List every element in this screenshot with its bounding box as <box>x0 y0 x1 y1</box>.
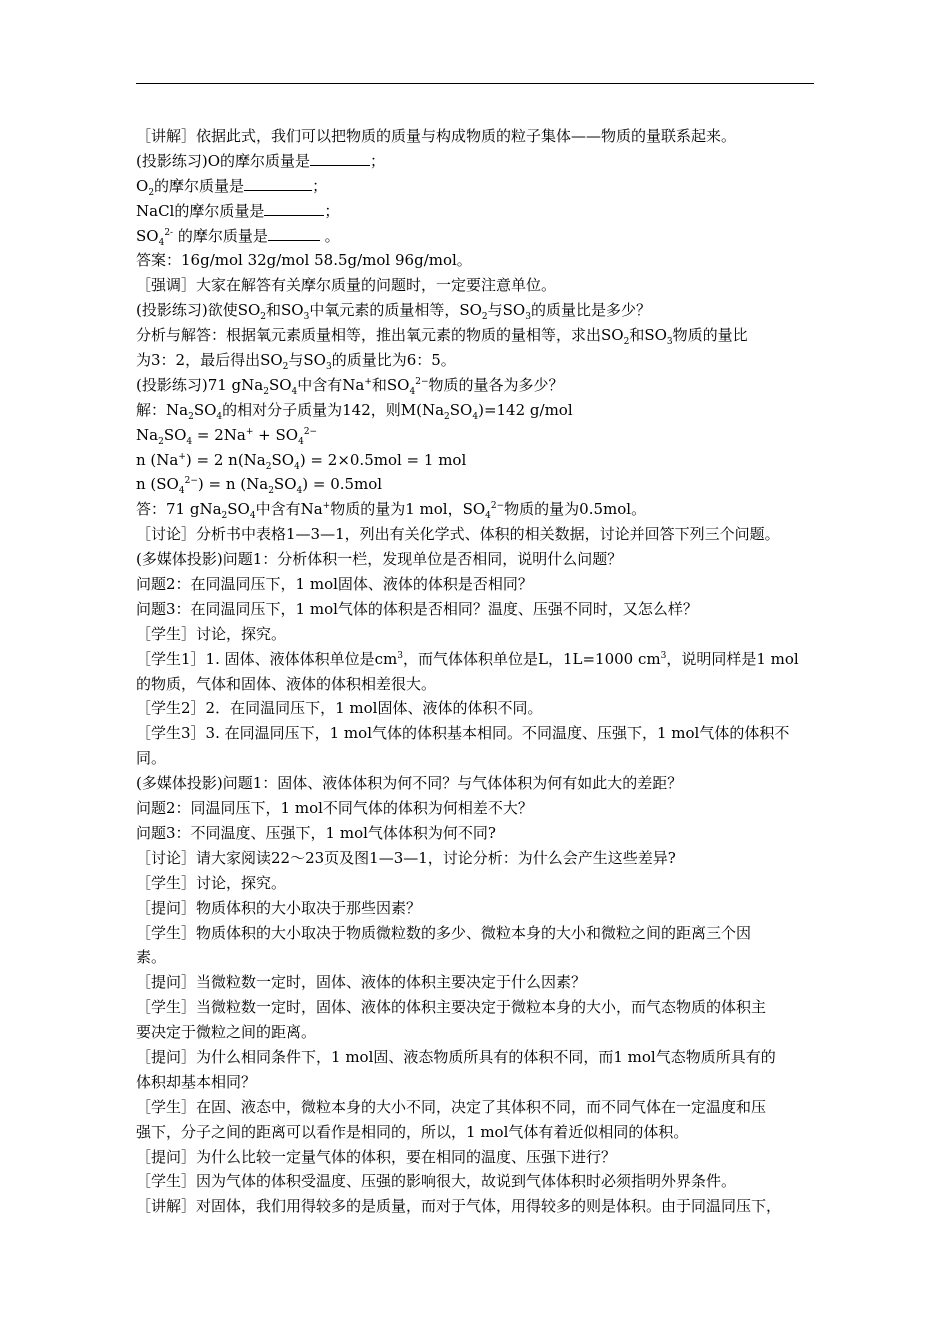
text-line: ［讨论］请大家阅读22～23页及图1—3—1，讨论分析：为什么会产生这些差异? <box>136 848 676 867</box>
text-line: 强下，分子之间的距离可以看作是相同的，所以，1 mol气体有着近似相同的体积。 <box>136 1122 689 1141</box>
header-rule <box>136 83 814 84</box>
text-line: ［学生3］3. 在同温同压下，1 mol气体的体积基本相同。不同温度、压强下，1 mol气体的体积不 <box>136 724 790 743</box>
text-line: 同。 <box>136 749 167 768</box>
text-line: ［学生］当微粒数一定时，固体、液体的体积主要决定于微粒本身的大小，而气态物质的体积主 <box>136 998 767 1017</box>
text-line: ［学生］物质体积的大小取决于物质微粒数的多少、微粒本身的大小和微粒之间的距离三个因 <box>136 923 752 942</box>
text-line: ［强调］大家在解答有关摩尔质量的问题时，一定要注意单位。 <box>136 276 557 295</box>
text-line: ［讨论］分析书中表格1—3—1，列出有关化学式、体积的相关数据，讨论并回答下列三个问题。 <box>136 525 780 544</box>
text-line: ［提问］为什么比较一定量气体的体积，要在相同的温度、压强下进行？ <box>136 1147 617 1166</box>
text-line: n $(SO_4^{2-}) = n$ $(Na_2SO_4) = 0.5mol$ <box>136 475 383 497</box>
text-line: 问题3：不同温度、压强下，1 mol气体体积为何不同? <box>136 823 496 842</box>
text-line: 为3：2，最后得出$SO_2$与$SO_3$的质量比为6：5。 <box>136 351 456 373</box>
text-line: $Na_2SO_4 = 2Na^+ + SO_4^{2-}$ <box>136 425 318 447</box>
text-line: (多媒体投影)问题1：固体、液体体积为何不同？与气体体积为何有如此大的差距？ <box>136 774 683 793</box>
text-line: ［提问］物质体积的大小取决于那些因素？ <box>136 898 422 917</box>
text-line: ［学生1］1. 固体、液体体积单位是$cm^3$，而气体体积单位是L，1L=1000 $cm^3$，说明同样是1 mol <box>136 649 799 668</box>
text-line: 问题2：在同温同压下，1 mol固体、液体的体积是否相同？ <box>136 575 533 594</box>
document-body <box>136 124 821 1219</box>
text-line: ［学生］因为气体的体积受温度、压强的影响很大，故说到气体体积时必须指明外界条件。 <box>136 1172 737 1191</box>
text-line: ［提问］当微粒数一定时，固体、液体的体积主要决定于什么因素？ <box>136 973 587 992</box>
text-line: n (Na+) = 2 $n(Na_2SO_4) = 2\times 0.5mol = 1$ mol <box>136 450 467 472</box>
text-line: $SO_4^{2-}$ 的摩尔质量是 。 <box>136 226 340 248</box>
answer-blank <box>310 150 370 166</box>
text-line: 解：$Na_2SO_4$的相对分子质量为142，则$M(Na_2SO_4)=142$ g/mol <box>136 400 573 422</box>
text-line: 的物质，气体和固体、液体的体积相差很大。 <box>136 674 437 693</box>
answer-blank <box>268 225 320 241</box>
text-line: 分析与解答：根据氧元素质量相等，推出氧元素的物质的量相等，求出$SO_2$和$SO_3$物质的量比 <box>136 326 748 348</box>
text-line: $O_2$的摩尔质量是 ； <box>136 176 328 198</box>
answer-blank <box>264 200 324 216</box>
text-line: ［学生］讨论，探究。 <box>136 873 287 892</box>
text-line: ［学生］在固、液态中，微粒本身的大小不同，决定了其体积不同，而不同气体在一定温度和压 <box>136 1097 767 1116</box>
text-line: ［学生］讨论，探究。 <box>136 624 287 643</box>
text-line: ［学生2］2．在同温同压下，1 mol固体、液体的体积不同。 <box>136 699 543 718</box>
text-line: NaCl的摩尔质量是 ； <box>136 201 340 220</box>
text-line: 问题3：在同温同压下，1 mol气体的体积是否相同？温度、压强不同时，又怎么样？ <box>136 599 698 618</box>
text-line: (投影练习)O的摩尔质量是 ； <box>136 151 386 170</box>
text-line: 问题2：同温同压下，1 mol不同气体的体积为何相差不大？ <box>136 799 533 818</box>
text-line: 要决定于微粒之间的距离。 <box>136 1023 317 1042</box>
text-line: ［讲解］依据此式，我们可以把物质的质量与构成物质的粒子集体——物质的量联系起来。 <box>136 127 737 145</box>
text-line: 答案：16g/mol 32g/mol 58.5g/mol 96g/mol。 <box>136 251 472 270</box>
text-line: 体积却基本相同？ <box>136 1072 257 1091</box>
text-line: ［讲解］对固体，我们用得较多的是质量，而对于气体，用得较多的则是体积。由于同温同压下， <box>136 1197 782 1216</box>
text-line: (投影练习)71 $gNa_2SO_4$中含有Na+和$SO_4^{2-}$物质的量各为多少？ <box>136 375 564 397</box>
text-line: ［提问］为什么相同条件下，1 mol固、液态物质所具有的体积不同，而1 mol气态物质所具有的 <box>136 1047 776 1066</box>
text-line: 素。 <box>136 948 167 967</box>
text-line: (多媒体投影)问题1：分析体积一栏，发现单位是否相同，说明什么问题？ <box>136 550 623 569</box>
text-line: (投影练习)欲使$SO_2$和$SO_3$中氧元素的质量相等，$SO_2$与$SO_3$的质量比是多少？ <box>136 301 651 323</box>
text-line: 答：71 $gNa_2SO_4$中含有Na+物质的量为1 mol，$SO_4^{2-}$物质的量为0.5mol。 <box>136 500 647 522</box>
answer-blank <box>244 175 312 191</box>
